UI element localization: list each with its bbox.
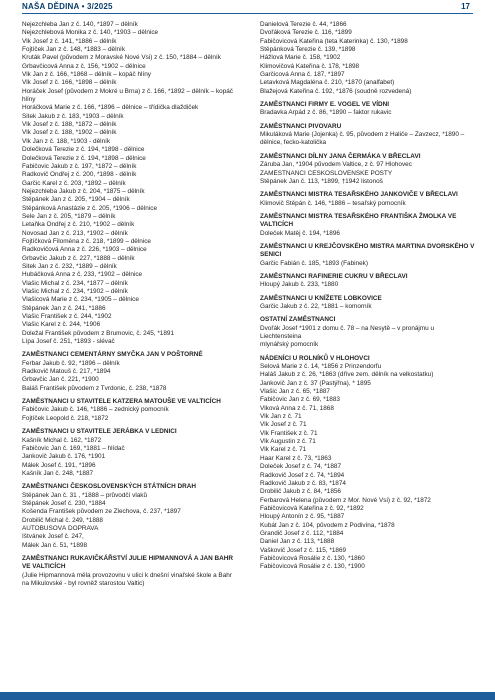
entry-line: Radkovič Josef z č. 74, *1894 <box>260 471 345 479</box>
section-heading: OSTATNÍ ZAMĚSTNANCI <box>260 316 336 324</box>
entry-line: Vlašic Michal z č. 234, *1877 – dělník <box>22 279 128 287</box>
magazine-title: NAŠA DĚDINA • 3/2025 <box>22 2 113 11</box>
entry-line: Kašník Michal č. 162, *1872 <box>22 436 102 444</box>
entry-line: Grbavčic Jan č. 221, *1900 <box>22 376 99 384</box>
entry-line: Jankovič Jakub č. 176, *1901 <box>22 453 106 461</box>
entry-line: Letaňka Ondřej z č. 210, *1902 – dělník <box>22 221 135 229</box>
entry-line: Vlk Jan z č. 166, *1868 – dělník – kopáč hlíny <box>22 71 151 79</box>
entry-line: Vlk Jan z č. 188, *1903 - dělník <box>22 137 111 145</box>
entry-line: Dvořáková Terezie č. 116, *1899 <box>260 29 352 37</box>
entry-line: Vlašic Karel z č. 244, *1906 <box>22 321 101 329</box>
entry-line: Fabičovicová Rosálie z č. 130, *1900 <box>260 563 365 571</box>
entry-line: AUTOBUSOVÁ DOPRAVA <box>22 524 99 532</box>
entry-line: Radkovič Matouš č. 217, *1894 <box>22 368 111 376</box>
section <box>22 483 237 550</box>
entry-line: Klimovičová Kateřina č. 178, *1898 <box>260 62 360 70</box>
entry-line: Sitek Jan z č. 232, *1889 – dělník <box>22 262 117 270</box>
entry-line: Garčic Karel z č. 203, *1892 – dělník <box>22 179 126 187</box>
section <box>260 316 475 349</box>
section-heading: ZAMĚSTNANCI U KREJČOVSKÉHO MISTRA MARTINA DVORSKÉHO V SENICI <box>260 242 475 259</box>
entry-line: Drobilič Michal č. 249, *1888 <box>22 516 103 524</box>
entry-line: Fojtíček Jan z č. 148, *1883 – dělník <box>22 46 126 54</box>
section <box>260 295 475 312</box>
section-heading: ZAMĚSTNANCI FIRMY E. VOGEL VE VÍDNI <box>260 101 390 109</box>
entry-line: Vlk Josef z č. 141, *1886 – dělník <box>22 37 117 45</box>
entry-line: Štěpánková Terezie č. 139, *1898 <box>260 46 356 54</box>
entry-line: Drobilič Jakub z č. 84, *1856 <box>260 488 341 496</box>
entry-line: Dolečková Terezie z č. 194, *1898 - dělnice <box>22 146 145 154</box>
entry-line: Nejezchlebová Monika z č. 140, *1903 – dělnice <box>22 29 159 37</box>
entry-line: Novosad Jan z č. 213, *1902 – dělník <box>22 229 128 237</box>
section-heading: ZAMĚSTNANCI U KNÍŽETE LOBKOVICE <box>260 294 382 302</box>
entry-line: Košenda František původem ze Zlechova, č. 237, *1897 <box>22 508 181 516</box>
entry-line: Horáček Josef (původem z Mokré u Brna) z č. 166, *1892 – dělník – kopáč hlíny <box>22 87 234 104</box>
entry-line: Vlk Karel z č. 71 <box>260 446 307 454</box>
entry-line: Nejezchleba Jakub z č. 204, *1875 – dělník <box>22 187 145 195</box>
entry-line: Nejezchleba Jan z č. 140, *1897 – dělník <box>22 21 138 28</box>
entry-line: Fojtíček Leopold č. 218, *1872 <box>22 414 109 422</box>
section <box>260 243 475 268</box>
page-header <box>0 0 495 14</box>
entry-line: Doležal František původem z Brumovic, č. 245, *1891 <box>22 329 175 337</box>
section-heading: ZAMĚSTNANCI RUKAVIČKÁŘSTVÍ JULIE HIPMANNOVÁ A JAN BAHR VE VALTICÍCH <box>22 554 234 571</box>
section <box>260 123 475 148</box>
entry-line: Vlk Josef z č. 188, *1872 – dělník <box>22 121 117 129</box>
entry-line: Hloupý Antonín z č. 95, *1887 <box>260 513 345 521</box>
entry-line: Šelová Marie z č. 14, *1856 z Prinzendorfu <box>260 363 382 371</box>
entry-line: Grbavčicová Anna z č. 156, *1902 – dělnice <box>22 62 146 70</box>
entry-line: Štěpánek Jan z č. 205, *1904 – dělník <box>22 196 130 204</box>
header-rule <box>22 13 473 14</box>
entry-line: Mikuláková Marie (Jojenka) č. 95, původem z Haliče – Zavzecz, *1890 – dělnice, fecko-katolička <box>260 131 465 147</box>
entry-line: Kruták Pavel (původem z Moravské Nové Vsi) z č. 150, *1884 – dělník <box>22 54 221 62</box>
entry-line: Šele Jan z č. 205, *1879 – dělník <box>22 212 116 220</box>
entry-line: Ištvánek Josef č. 247, <box>22 533 84 541</box>
entry-line: Grandič Josef z č. 112, *1884 <box>260 529 344 537</box>
entry-line: Horáčková Marie z č. 166, *1896 – dělnice – třídička dlaždiček <box>22 104 199 112</box>
section <box>260 21 475 96</box>
entry-line: Doleček Josef z č. 74, *1887 <box>260 463 341 471</box>
entry-line: Garčic Fabián č. 185, *1893 (Fabinek) <box>260 259 368 267</box>
entry-line: Fabičovicová Kateřina z č. 92, *1892 <box>260 504 364 512</box>
entry-line: Daniel Jan z č. 113, *1888 <box>260 538 335 546</box>
section <box>22 351 237 393</box>
entry-line: Danielová Terezie č. 44, *1866 <box>260 21 347 28</box>
entry-line: Haláš Jakub z č. 26, *1863 (dříve zem. dělník na velkostatku) <box>260 371 434 379</box>
entry-line: ZAMĚSTNANCI ČESKOSLOVENSKÉ POŠTY <box>260 169 393 177</box>
entry-line: Štěpánek Jan z č. 241, *1886 <box>22 304 106 312</box>
right-column <box>260 21 475 572</box>
page-number: 17 <box>461 2 470 11</box>
section-heading: ZAMĚSTNANCI MISTRA TESAŘSKÉHO JANKOVIČE V BŘECLAVI <box>260 191 458 199</box>
section <box>22 21 237 346</box>
section-heading: ZAMĚSTNANCI U STAVITELE KATZERA MATOUŠE VE VALTICÍCH <box>22 398 221 406</box>
entry-line: Doleček Matěj č. 194, *1896 <box>260 229 340 237</box>
entry-line: Vlašic Jan z č. 65, *1887 <box>260 388 330 396</box>
section <box>260 355 475 572</box>
entry-line: Vlková Anna z č. 71, 1868 <box>260 404 334 412</box>
entry-line: Štěpánek Josef č. 230, *1884 <box>22 499 106 507</box>
entry-line: Dolečková Terezie z č. 194, *1898 – dělnice <box>22 154 146 162</box>
entry-line: Štěpánková Anastázie z č. 205, *1906 – dělnice <box>22 204 158 212</box>
entry-line: Vlk Josef z č. 166, *1898 – dělník <box>22 79 117 87</box>
section-heading: ZAMĚSTNANCI ČESKOSLOVENSKÝCH STÁTNÍCH DRAH <box>22 483 196 491</box>
entry-line: Ferbarová Helena (původem z Mor. Nové Vsi) z č. 92, *1872 <box>260 496 431 504</box>
entry-line: Hloupý Jakub č. 233, *1880 <box>260 281 339 289</box>
entry-line: Vlk Augustin z č. 71 <box>260 438 316 446</box>
entry-line: Kubát Jan z č. 104, původem z Podivína, *1878 <box>260 521 395 529</box>
section-heading: ZAMĚSTNANCI PIVOVARU <box>260 122 342 130</box>
entry-line: Grbavčic Jakub z č. 227, *1888 – dělník <box>22 254 135 262</box>
entry-line: Garčic Jakub z č. 22, *1881 – komorník <box>260 302 372 310</box>
entry-line: Kašník Jan č. 248, *1887 <box>22 469 94 477</box>
entry-line: Fojtíčková Filoména z č. 218, *1899 – dělnice <box>22 237 151 245</box>
entry-line: Vlk František z č. 71 <box>260 429 318 437</box>
section <box>260 213 475 238</box>
entry-line: Vlašic František z č. 244, *1902 <box>22 313 112 321</box>
entry-line: Ferbar Jakub č. 92, *1896 – dělník <box>22 359 120 367</box>
entry-line: Záruba Jan, *1904 původem Valtice, z č. 97 Hlohovec <box>260 161 412 169</box>
entry-line: Vlk Josef z č. 188, *1902 – dělník <box>22 129 117 137</box>
entry-line: Jankovič Jan z č. 37 (Pastýřna), * 1895 <box>260 379 371 387</box>
entry-line: Lípa Josef č. 251, *1893 - slévač <box>22 338 115 346</box>
section <box>22 428 237 478</box>
section <box>22 398 237 423</box>
entry-line: Vlašic Michal z č. 234, *1902 – dělník <box>22 288 128 295</box>
entry-line: Málek Josef č. 191, *1896 <box>22 461 96 469</box>
entry-line: Haar Karel z č. 73, *1863 <box>260 454 332 462</box>
section <box>260 153 475 186</box>
entry-line: Vlk Jan z č. 71 <box>260 413 302 421</box>
entry-line: Bradavka Arpád z č. 86, *1890 – faktor rukavic <box>260 109 392 117</box>
entry-line: Radkovič Jakub z č. 83, *1874 <box>260 479 346 487</box>
entry-line: Málek Jan č. 51, *1898 <box>22 541 88 549</box>
section-heading: ZAMĚSTNANCI CEMENTÁRNY SMYČKA JAN V POŠTORNÉ <box>22 351 203 359</box>
entry-line: Fabičovicová Kateřina (teta Katerinka) č. 130, *1898 <box>260 37 408 45</box>
section-heading: ZAMĚSTNANCI RAFINERIE CUKRU V BŘECLAVI <box>260 272 408 280</box>
entry-line: Letavková Magdaléna č. 210, *1870 (analfabet) <box>260 79 395 87</box>
entry-line: Fabičovic Jan č. 169, *1881 – hlídač <box>22 444 125 452</box>
entry-line: Štěpánek Jan č. 31 , *1888 – průvodčí vlaků <box>22 491 148 499</box>
section-heading: ZAMĚSTNANCI DÍLNY JANA ČERMÁKA V BŘECLAVI <box>260 152 421 160</box>
entry-line: Vlk Josef z č. 71 <box>260 421 307 429</box>
entry-line: Radkovičová Anna z č. 226, *1903 – dělnice <box>22 246 147 254</box>
bottom-bar <box>0 692 495 700</box>
section <box>260 101 475 118</box>
entry-line: Klimovič Štěpán č. 146, *1886 – tesařský pomocník <box>260 199 406 207</box>
section <box>260 191 475 208</box>
entry-line: Fabičovic Jan z č. 69, *1883 <box>260 396 340 404</box>
entry-line: mlynářský pomocník <box>260 341 319 349</box>
section-heading: ZAMĚSTNANCI U STAVITELE JERÁBKA V LEDNICI <box>22 428 177 436</box>
entry-line: Blažejová Kateřina č. 192, *1876 (soudně rozvedená) <box>260 87 412 95</box>
section <box>22 555 237 588</box>
entry-line: Baláš František původem z Tvrdonic, č. 238, *1878 <box>22 384 167 392</box>
entry-line: Fabičovicová Rosálie z č. 130, *1860 <box>260 554 365 562</box>
entry-line: (Julie Hipmannová měla provozovnu v ulici k dnešní vinařské škole a Bahr na Mikulovské - byl rovněž starostou Valtic) <box>22 571 232 587</box>
section-heading: NÁDENÍCI U ROLNÍKŮ V HLOHOVCI <box>260 354 370 362</box>
entry-line: Dvořák Josef *1901 z domu č. 78 – na Nesytě – v pronájmu u Liechtensteina <box>260 324 435 340</box>
entry-line: Hážlová Marie č. 158, *1902 <box>260 54 341 62</box>
entry-line: Štěpánek Jan č. 113, *1899, †1942 listonoš <box>260 177 383 185</box>
entry-line: Fabičovic Jakub z č. 197, *1872 – dělník <box>22 162 137 170</box>
entry-line: Fabičovic Jakub č. 146, *1886 – zednický pomocník <box>22 406 169 414</box>
entry-line: Garčicová Anna č. 187, *1897 <box>260 71 345 79</box>
section-heading: ZAMĚSTNANCI MISTRA TESAŘSKÉHO FRANTIŠKA ŽMOLKA VE VALTICÍCH <box>260 212 457 229</box>
entry-line: Vaškovič Josef z č. 115, *1869 <box>260 546 347 554</box>
entry-line: Vlašicová Marie z č. 234, *1905 – dělnice <box>22 296 139 304</box>
entry-line: Hubáčková Anna z č. 233, *1902 – dělnice <box>22 271 143 279</box>
entry-line: Radkovič Ondřej z č. 200, *1898 - dělník <box>22 171 137 179</box>
entry-line: Sitek Jakub z č. 183, *1903 – dělník <box>22 112 124 120</box>
section <box>260 273 475 290</box>
left-column <box>22 21 237 588</box>
